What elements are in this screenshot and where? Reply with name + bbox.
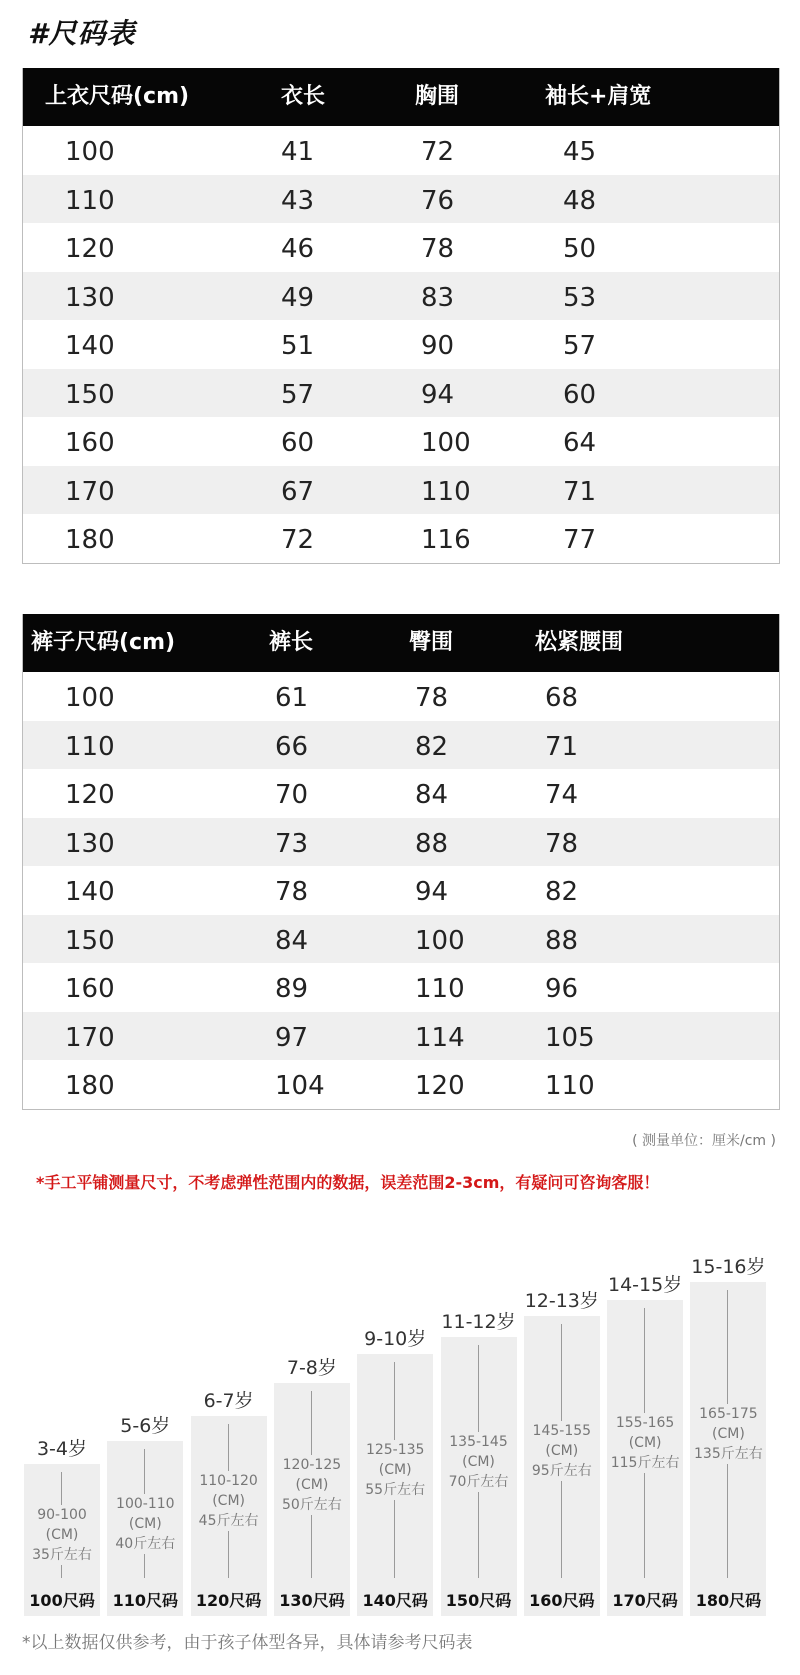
- age-label: 7-8岁: [286, 1357, 337, 1379]
- table-cell: 45: [563, 137, 597, 167]
- table-cell: 100: [65, 683, 115, 713]
- table-cell: 49: [281, 282, 315, 313]
- table-cell: 97: [275, 1022, 309, 1053]
- size-guide-info: [607, 1413, 683, 1473]
- table-cell: 105: [545, 1022, 595, 1053]
- table-cell: 170: [65, 476, 115, 507]
- height-unit: (CM): [545, 1443, 579, 1459]
- age-label: 5-6岁: [120, 1415, 171, 1437]
- table-row: [23, 769, 779, 818]
- table-cell: 72: [281, 525, 315, 555]
- table-row: [23, 721, 779, 770]
- table-cell: 160: [65, 974, 115, 1004]
- header-cell: 胸围: [415, 84, 460, 109]
- size-guide-info: [274, 1455, 350, 1515]
- size-guide-bar: [607, 1300, 683, 1616]
- table-cell: 100: [415, 925, 465, 956]
- unit-note: ( 测量单位：厘米/cm ): [632, 1133, 776, 1149]
- table-cell: 180: [65, 525, 115, 555]
- height-unit: (CM): [45, 1527, 79, 1543]
- table-cell: 74: [545, 780, 579, 810]
- age-label: 6-7岁: [203, 1390, 254, 1412]
- table-cell: 100: [421, 428, 471, 458]
- weight-label: 35斤左右: [32, 1547, 92, 1563]
- weight-label: 45斤左右: [198, 1513, 259, 1529]
- size-guide-column: [607, 1220, 683, 1620]
- size-guide-info: [357, 1440, 433, 1500]
- table-cell: 82: [545, 877, 579, 907]
- height-range: 135-145: [449, 1434, 508, 1450]
- size-guide-info: [107, 1494, 183, 1554]
- table-cell: 110: [415, 974, 465, 1004]
- table-cell: 57: [563, 331, 597, 361]
- table-cell: 68: [545, 683, 579, 713]
- table-cell: 150: [65, 379, 115, 410]
- table-cell: 41: [281, 137, 315, 167]
- table-cell: 120: [65, 234, 115, 264]
- table-cell: 43: [281, 185, 315, 216]
- table-cell: 78: [415, 683, 449, 713]
- height-unit: (CM): [462, 1454, 495, 1470]
- table-cell: 66: [275, 731, 309, 762]
- table-row: [23, 417, 779, 466]
- weight-label: 135斤左右: [694, 1446, 763, 1462]
- size-guide: [0, 1220, 800, 1620]
- header-cell: 袖长+肩宽: [545, 84, 652, 109]
- table-cell: 73: [275, 828, 309, 859]
- pants-table-header: [23, 614, 779, 672]
- top-size-table: [22, 68, 780, 564]
- table-row: [23, 272, 779, 321]
- table-cell: 100: [65, 137, 115, 167]
- size-guide-bar: [357, 1354, 433, 1616]
- height-range: 165-175: [699, 1406, 758, 1422]
- table-cell: 130: [65, 282, 115, 313]
- header-cell: 裤子尺码(cm): [31, 630, 176, 655]
- table-cell: 46: [281, 234, 315, 264]
- top-table-body: [23, 126, 779, 563]
- table-row: [23, 866, 779, 915]
- table-cell: 94: [421, 379, 455, 410]
- height-unit: (CM): [712, 1426, 745, 1442]
- weight-label: 115斤左右: [610, 1455, 680, 1471]
- size-label: 130尺码: [279, 1591, 345, 1610]
- table-cell: 88: [545, 925, 579, 956]
- height-range: 100-110: [116, 1496, 175, 1512]
- height-range: 110-120: [199, 1473, 258, 1489]
- table-cell: 120: [65, 780, 115, 810]
- table-cell: 140: [65, 331, 115, 361]
- header-cell: 松紧腰围: [535, 630, 624, 655]
- weight-label: 50斤左右: [281, 1497, 342, 1513]
- size-label: 160尺码: [529, 1591, 595, 1610]
- height-unit: (CM): [128, 1516, 162, 1532]
- table-cell: 110: [421, 476, 471, 507]
- table-cell: 57: [281, 379, 315, 410]
- table-cell: 94: [415, 877, 449, 907]
- table-row: [23, 1012, 779, 1061]
- table-cell: 78: [545, 828, 579, 859]
- age-label: 9-10岁: [364, 1328, 427, 1350]
- top-table-header: [23, 68, 779, 126]
- table-cell: 60: [281, 428, 315, 458]
- size-guide-bar: [107, 1441, 183, 1616]
- size-guide-column: [274, 1220, 350, 1620]
- size-guide-bar: [24, 1464, 100, 1616]
- age-label: 12-13岁: [524, 1290, 599, 1312]
- weight-label: 70斤左右: [448, 1474, 509, 1490]
- table-cell: 150: [65, 925, 115, 956]
- table-cell: 116: [421, 525, 471, 555]
- table-cell: 170: [65, 1022, 115, 1053]
- header-cell: 上衣尺码(cm): [45, 84, 190, 109]
- height-range: 125-135: [365, 1442, 425, 1458]
- table-cell: 76: [421, 185, 455, 216]
- table-cell: 160: [65, 428, 115, 458]
- pants-size-table: [22, 614, 780, 1110]
- size-label: 120尺码: [195, 1591, 262, 1610]
- table-cell: 96: [545, 974, 579, 1004]
- table-row: [23, 672, 779, 721]
- weight-label: 95斤左右: [531, 1463, 592, 1479]
- height-range: 120-125: [282, 1457, 342, 1473]
- size-label: 140尺码: [362, 1591, 428, 1610]
- table-cell: 70: [275, 780, 309, 810]
- size-guide-column: [357, 1220, 433, 1620]
- table-cell: 78: [275, 877, 309, 907]
- table-cell: 104: [275, 1071, 325, 1101]
- size-label: 110尺码: [112, 1591, 178, 1610]
- table-cell: 72: [421, 137, 455, 167]
- size-guide-column: [524, 1220, 600, 1620]
- table-row: [23, 320, 779, 369]
- size-guide-info: [191, 1471, 267, 1531]
- table-cell: 84: [275, 925, 309, 956]
- height-range: 90-100: [37, 1507, 87, 1523]
- table-row: [23, 514, 779, 563]
- weight-label: 55斤左右: [365, 1482, 426, 1498]
- header-cell: 裤长: [269, 630, 314, 655]
- table-cell: 61: [275, 683, 309, 713]
- size-guide-column: [441, 1220, 517, 1620]
- table-cell: 88: [415, 828, 449, 859]
- size-guide-bar: [690, 1282, 766, 1616]
- table-cell: 120: [415, 1071, 465, 1101]
- table-row: [23, 223, 779, 272]
- table-cell: 53: [563, 282, 597, 313]
- table-cell: 50: [563, 234, 597, 264]
- size-guide-info: [441, 1432, 517, 1492]
- size-guide-bar: [441, 1337, 517, 1616]
- size-guide-bar: [191, 1416, 267, 1616]
- age-label: 14-15岁: [607, 1274, 683, 1296]
- table-cell: 64: [563, 428, 597, 458]
- age-label: 3-4岁: [36, 1438, 88, 1460]
- table-cell: 130: [65, 828, 115, 859]
- table-cell: 71: [545, 731, 579, 762]
- size-guide-column: [191, 1220, 267, 1620]
- table-cell: 180: [65, 1071, 115, 1101]
- page-title: #尺码表: [28, 17, 136, 50]
- table-cell: 60: [563, 379, 597, 410]
- header-cell: 衣长: [281, 84, 326, 109]
- size-guide-column: [24, 1220, 100, 1620]
- size-guide-info: [690, 1404, 766, 1464]
- footnote: *以上数据仅供参考，由于孩子体型各异，具体请参考尺码表: [22, 1633, 473, 1653]
- table-cell: 114: [415, 1022, 465, 1053]
- table-row: [23, 963, 779, 1012]
- weight-label: 40斤左右: [115, 1536, 176, 1552]
- height-unit: (CM): [295, 1477, 329, 1493]
- table-cell: 110: [545, 1071, 595, 1101]
- table-row: [23, 126, 779, 175]
- pants-table-body: [23, 672, 779, 1109]
- table-cell: 110: [65, 185, 115, 216]
- table-cell: 84: [415, 780, 449, 810]
- table-cell: 78: [421, 234, 455, 264]
- age-label: 15-16岁: [691, 1256, 766, 1278]
- table-cell: 110: [65, 731, 115, 762]
- measurement-warning: *手工平铺测量尺寸，不考虑弹性范围内的数据，误差范围2-3cm，有疑问可咨询客服！: [36, 1173, 660, 1192]
- table-row: [23, 1060, 779, 1109]
- size-guide-info: [24, 1505, 100, 1565]
- size-guide-bar: [274, 1383, 350, 1616]
- table-cell: 140: [65, 877, 115, 907]
- table-row: [23, 369, 779, 418]
- table-cell: 51: [281, 331, 315, 361]
- table-cell: 82: [415, 731, 449, 762]
- table-cell: 48: [563, 185, 597, 216]
- size-guide-info: [524, 1421, 600, 1481]
- height-unit: (CM): [212, 1493, 245, 1509]
- table-cell: 77: [563, 525, 597, 555]
- table-cell: 83: [421, 282, 455, 313]
- size-label: 100尺码: [29, 1591, 95, 1610]
- height-range: 145-155: [532, 1423, 592, 1439]
- size-label: 170尺码: [612, 1591, 678, 1610]
- size-guide-column: [690, 1220, 766, 1620]
- height-range: 155-165: [615, 1415, 675, 1431]
- table-cell: 67: [281, 476, 315, 507]
- size-guide-column: [107, 1220, 183, 1620]
- table-cell: 89: [275, 974, 309, 1004]
- table-row: [23, 915, 779, 964]
- table-row: [23, 175, 779, 224]
- size-label: 150尺码: [445, 1591, 512, 1610]
- table-row: [23, 818, 779, 867]
- table-cell: 71: [563, 476, 597, 507]
- header-cell: 臀围: [409, 630, 454, 655]
- height-unit: (CM): [628, 1435, 662, 1451]
- age-label: 11-12岁: [441, 1311, 516, 1333]
- height-unit: (CM): [378, 1462, 412, 1478]
- table-row: [23, 466, 779, 515]
- size-label: 180尺码: [695, 1591, 762, 1610]
- size-guide-bar: [524, 1316, 600, 1616]
- table-cell: 90: [421, 331, 455, 361]
